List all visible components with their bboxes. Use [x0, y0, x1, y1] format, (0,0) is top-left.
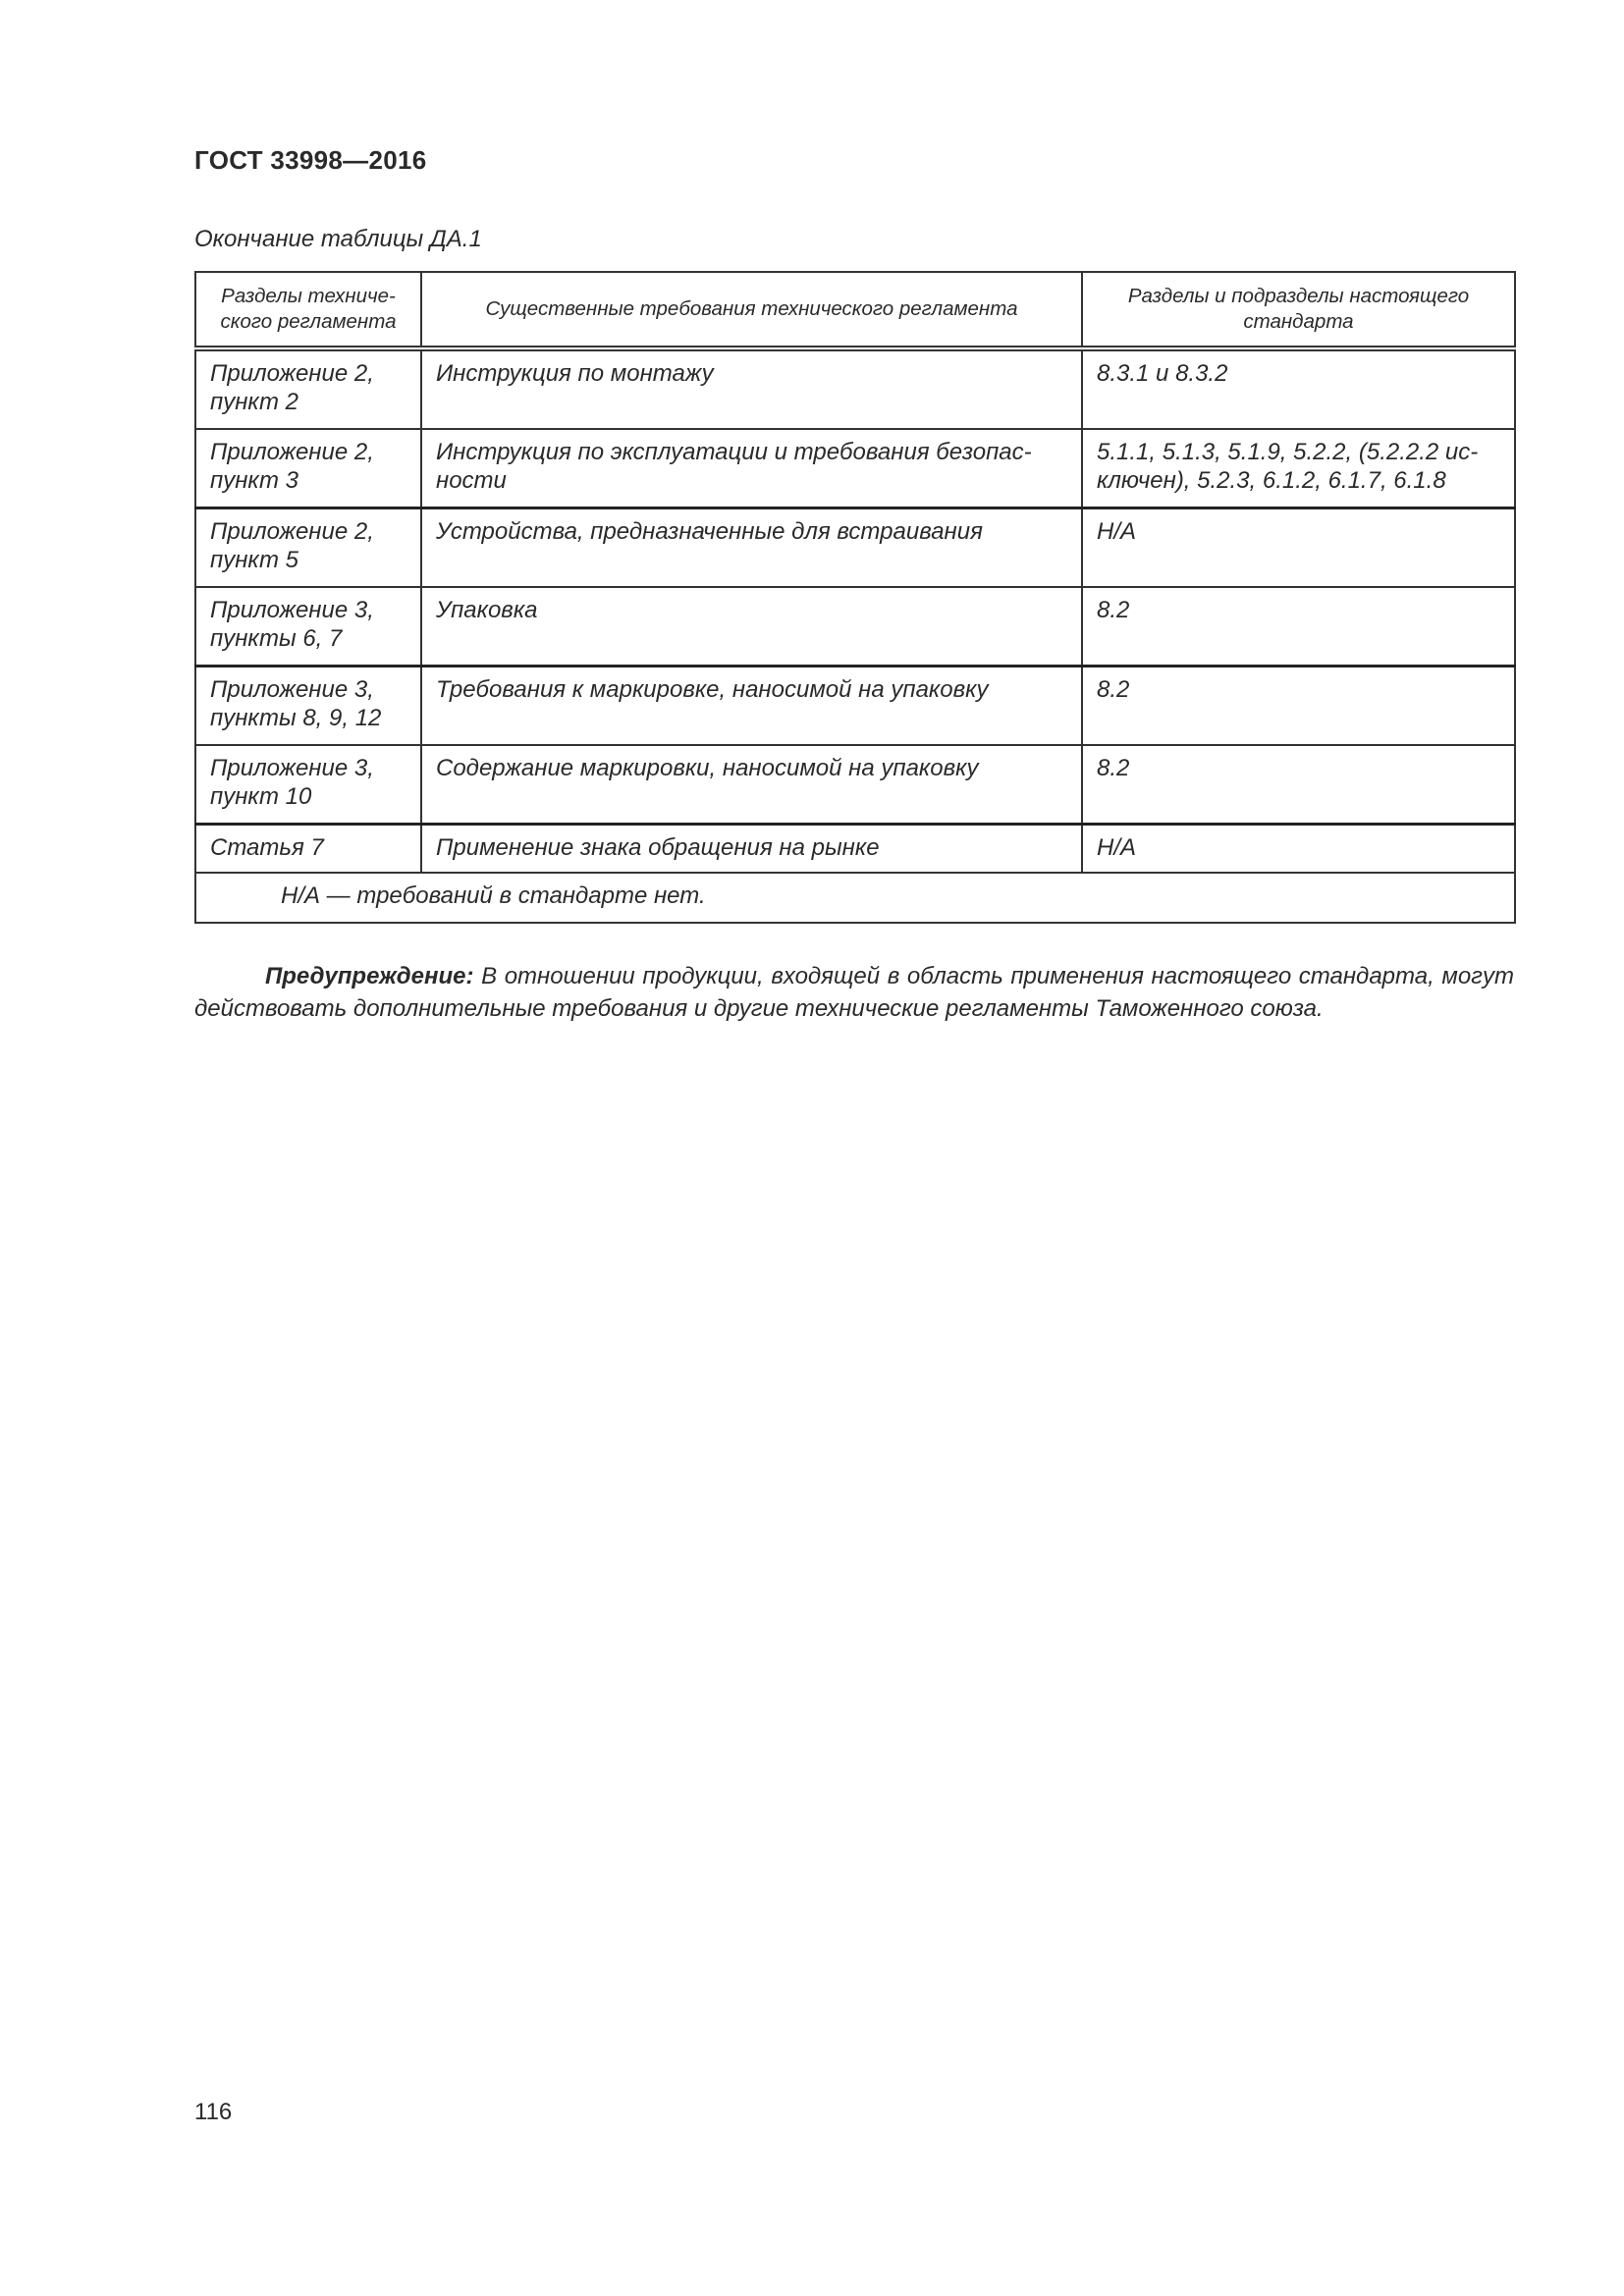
cell-regulation-section: Приложение 2, пункт 3: [195, 429, 421, 508]
warning-label: Предупреждение:: [265, 963, 474, 989]
cell-standard-sections: 8.3.1 и 8.3.2: [1082, 348, 1515, 429]
table-footnote-row: [195, 873, 1515, 923]
warning-paragraph: [194, 960, 1514, 1025]
cell-standard-sections: 8.2: [1082, 587, 1515, 667]
cell-standard-sections: 8.2: [1082, 667, 1515, 746]
table-row: [195, 348, 1515, 429]
column-header-standard-sections: Разделы и подразделы настоящего стандарта: [1082, 272, 1515, 348]
cell-regulation-section: Приложение 3, пункт 10: [195, 745, 421, 825]
cell-regulation-section: Приложение 2, пункт 2: [195, 348, 421, 429]
cell-regulation-section: Приложение 2, пункт 5: [195, 508, 421, 588]
table-header-row: [195, 272, 1515, 348]
cell-requirement: Применение знака обращения на рынке: [421, 825, 1082, 874]
table-footnote: Н/А — требований в стандарте нет.: [195, 873, 1515, 923]
cell-standard-sections: 5.1.1, 5.1.3, 5.1.9, 5.2.2, (5.2.2.2 ис-ключен), 5.2.3, 6.1.2, 6.1.7, 6.1.8: [1082, 429, 1515, 508]
cell-standard-sections: 8.2: [1082, 745, 1515, 825]
table-row: [195, 745, 1515, 825]
requirements-table-container: [194, 271, 1514, 924]
column-header-essential-requirements: Существенные требования технического регламента: [421, 272, 1082, 348]
page-number: 116: [194, 2099, 233, 2125]
cell-requirement: Инструкция по эксплуатации и требования безопас-ности: [421, 429, 1082, 508]
cell-regulation-section: Приложение 3, пункты 8, 9, 12: [195, 667, 421, 746]
requirements-table: [194, 271, 1516, 924]
cell-requirement: Упаковка: [421, 587, 1082, 667]
table-caption: Окончание таблицы ДА.1: [194, 226, 482, 252]
cell-standard-sections: Н/А: [1082, 825, 1515, 874]
document-header: ГОСТ 33998—2016: [194, 145, 427, 175]
column-header-regulation-section: Разделы техниче-ского регламента: [195, 272, 421, 348]
table-row: [195, 825, 1515, 874]
cell-requirement: Требования к маркировке, наносимой на упаковку: [421, 667, 1082, 746]
cell-requirement: Содержание маркировки, наносимой на упаковку: [421, 745, 1082, 825]
table-row: [195, 667, 1515, 746]
cell-regulation-section: Приложение 3, пункты 6, 7: [195, 587, 421, 667]
cell-requirement: Инструкция по монтажу: [421, 348, 1082, 429]
table-row: [195, 508, 1515, 588]
table-row: [195, 587, 1515, 667]
cell-standard-sections: Н/А: [1082, 508, 1515, 588]
cell-regulation-section: Статья 7: [195, 825, 421, 874]
warning-text: В отношении продукции, входящей в область применения настоящего стандарта, могут действовать дополнительные требования и другие технические регламенты Таможенного союза.: [194, 963, 1515, 1022]
cell-requirement: Устройства, предназначенные для встраивания: [421, 508, 1082, 588]
table-row: [195, 429, 1515, 508]
